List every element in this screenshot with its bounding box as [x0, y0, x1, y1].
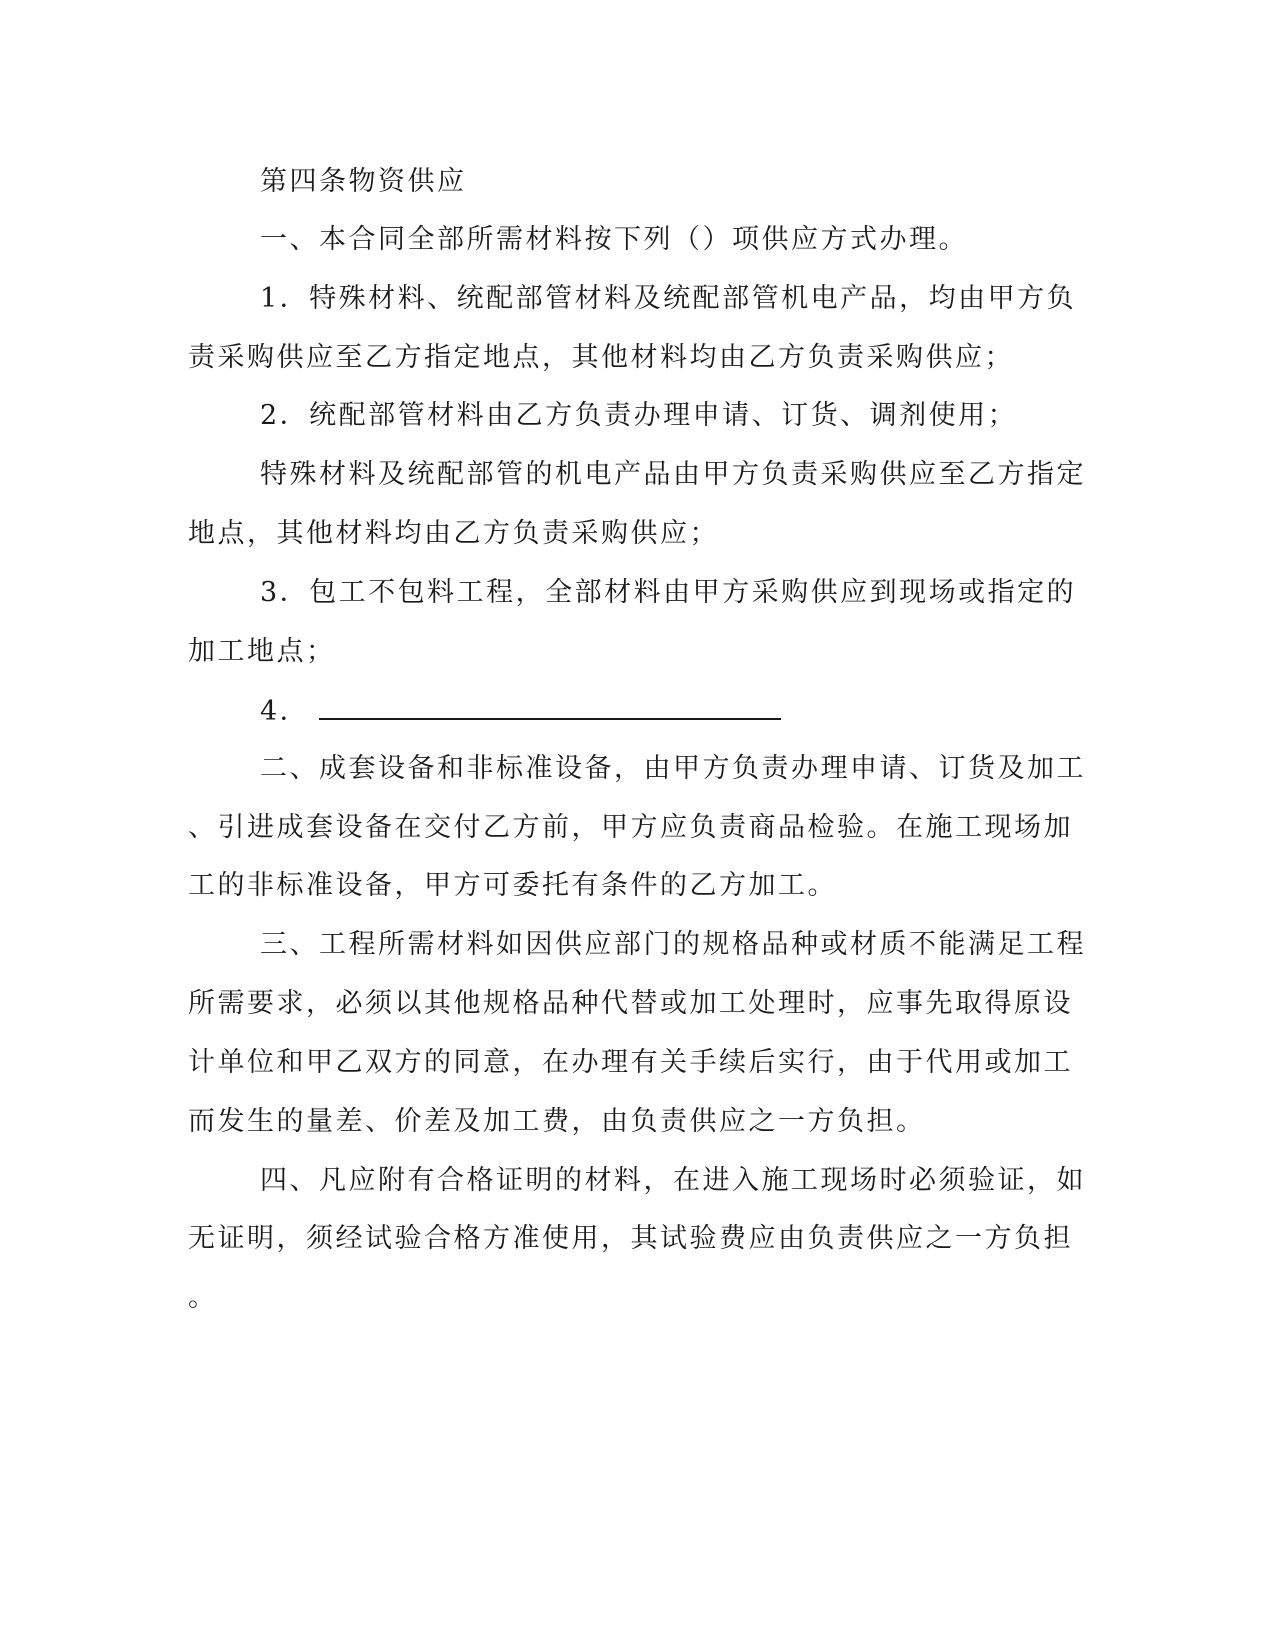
- paragraph-line: 地点，其他材料均由乙方负责采购供应；: [188, 518, 719, 549]
- item-4-label: 4．: [260, 696, 310, 727]
- paragraph-line: 计单位和甲乙双方的同意，在办理有关手续后实行，由于代用或加工: [188, 1047, 1073, 1078]
- paragraph-line: 二、成套设备和非标准设备，由甲方负责办理申请、订货及加工: [260, 753, 1086, 784]
- paragraph-line: 四、凡应附有合格证明的材料，在进入施工现场时必须验证，如: [260, 1165, 1086, 1196]
- paragraph-line: 无证明，须经试验合格方准使用，其试验费应由负责供应之一方负担: [188, 1223, 1073, 1254]
- paragraph-line: 3．包工不包料工程，全部材料由甲方采购供应到现场或指定的: [260, 577, 1077, 608]
- item-4-line: [260, 692, 1160, 730]
- paragraph-line: 而发生的量差、价差及加工费，由负责供应之一方负担。: [188, 1106, 926, 1137]
- paragraph-line: 加工地点；: [188, 636, 336, 667]
- paragraph-line: 1．特殊材料、统配部管材料及统配部管机电产品，均由甲方负: [260, 283, 1077, 314]
- paragraph-line: 2．统配部管材料由乙方负责办理申请、订货、调剂使用；: [260, 400, 1018, 431]
- fill-in-blank: [319, 692, 781, 720]
- paragraph-line: 一、本合同全部所需材料按下列（）项供应方式办理。: [260, 224, 968, 255]
- paragraph-line: 工的非标准设备，甲方可委托有条件的乙方加工。: [188, 870, 837, 901]
- paragraph-line: 责采购供应至乙方指定地点，其他材料均由乙方负责采购供应；: [188, 342, 1014, 373]
- paragraph-line: 。: [188, 1282, 218, 1313]
- paragraph-line: 三、工程所需材料如因供应部门的规格品种或材质不能满足工程: [260, 929, 1086, 960]
- paragraph-line: 特殊材料及统配部管的机电产品由甲方负责采购供应至乙方指定: [260, 459, 1086, 490]
- paragraph-line: 所需要求，必须以其他规格品种代替或加工处理时，应事先取得原设: [188, 988, 1073, 1019]
- paragraph-line: 、引进成套设备在交付乙方前，甲方应负责商品检验。在施工现场加: [188, 812, 1073, 843]
- section-heading: 第四条物资供应: [260, 166, 467, 197]
